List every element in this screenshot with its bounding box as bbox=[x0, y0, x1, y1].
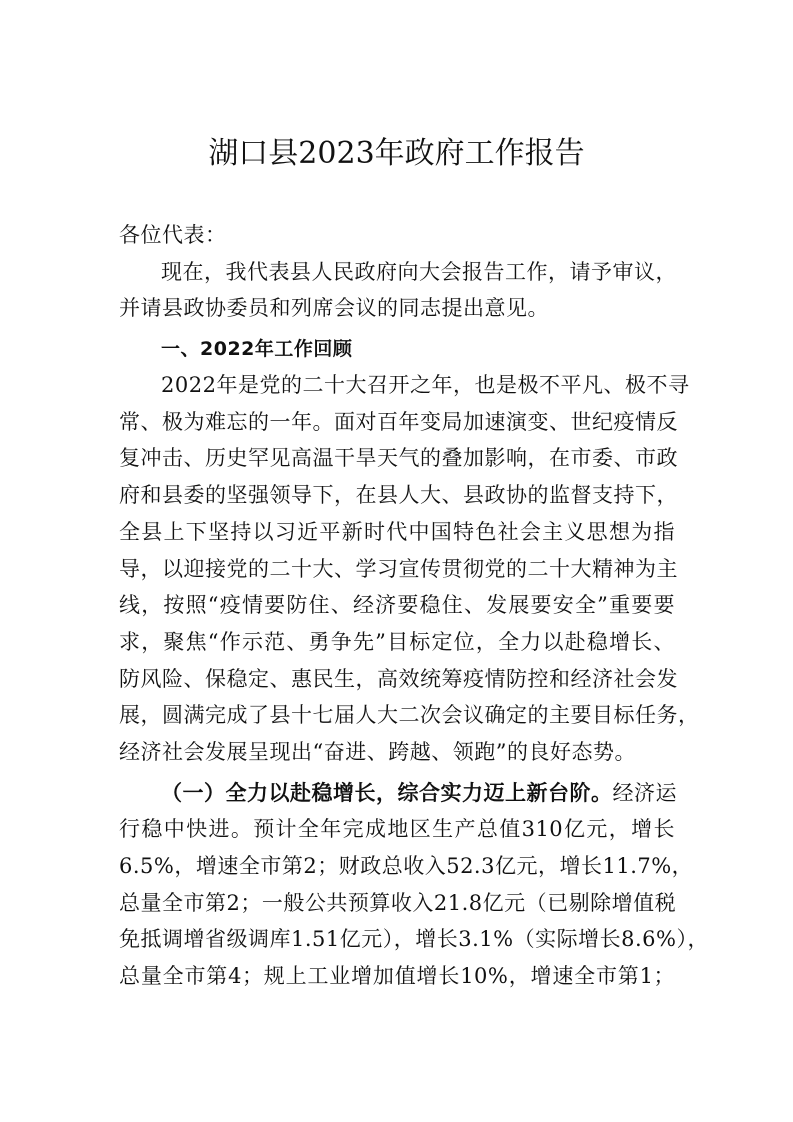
paragraph-line: 线，按照“疫情要防住、经济要稳住、发展要安全”重要要 bbox=[119, 593, 675, 618]
paragraph-line: 免抵调增省级调库1.51亿元），增长3.1%（实际增长8.6%）， bbox=[119, 927, 709, 952]
paragraph-line: 复冲击、历史罕见高温干旱天气的叠加影响，在市委、市政 bbox=[119, 446, 678, 471]
salutation: 各位代表： bbox=[119, 223, 227, 247]
paragraph-line: 导，以迎接党的二十大、学习宣传贯彻党的二十大精神为主 bbox=[119, 556, 678, 581]
paragraph-line: 求，聚焦“作示范、勇争先”目标定位，全力以赴稳增长、 bbox=[119, 629, 675, 654]
subsection-heading: （一）全力以赴稳增长，综合实力迈上新台阶。 bbox=[161, 779, 613, 805]
paragraph-line bbox=[119, 775, 675, 812]
paragraph-line: 6.5%，增速全市第2；财政总收入52.3亿元，增长11.7%， bbox=[119, 854, 694, 878]
section-heading: 一、2022年工作回顾 bbox=[161, 338, 353, 361]
intro-line: 现在，我代表县人民政府向大会报告工作，请予审议， bbox=[161, 259, 677, 284]
paragraph-line: 经济社会发展呈现出“奋进、跨越、领跑”的良好态势。 bbox=[119, 739, 636, 764]
paragraph-line: 总量全市第2；一般公共预算收入21.8亿元（已剔除增值税 bbox=[119, 890, 677, 915]
intro-line: 并请县政协委员和列席会议的同志提出意见。 bbox=[119, 296, 549, 321]
paragraph-line: 府和县委的坚强领导下，在县人大、县政协的监督支持下， bbox=[119, 483, 678, 508]
document-body bbox=[119, 217, 709, 995]
paragraph-text: 经济运 bbox=[612, 780, 677, 805]
paragraph-line: 全县上下坚持以习近平新时代中国特色社会主义思想为指 bbox=[119, 519, 675, 544]
paragraph-review bbox=[119, 367, 700, 771]
paragraph-line: 总量全市第4；规上工业增加值增长10%，增速全市第1； bbox=[119, 964, 675, 989]
paragraph-line: 2022年是党的二十大召开之年，也是极不平凡、极不寻 bbox=[161, 373, 690, 398]
paragraph-economy bbox=[119, 811, 709, 994]
paragraph-line: 防风险、保稳定、惠民生，高效统筹疫情防控和经济社会发 bbox=[119, 666, 678, 691]
paragraph-line: 展，圆满完成了县十七届人大二次会议确定的主要目标任务， bbox=[119, 703, 700, 728]
paragraph-line: 常、极为难忘的一年。面对百年变局加速演变、世纪疫情反 bbox=[119, 409, 678, 434]
paragraph-line: 行稳中快进。预计全年完成地区生产总值310亿元，增长 bbox=[119, 817, 675, 842]
document-title: 湖口县2023年政府工作报告 bbox=[208, 136, 585, 171]
